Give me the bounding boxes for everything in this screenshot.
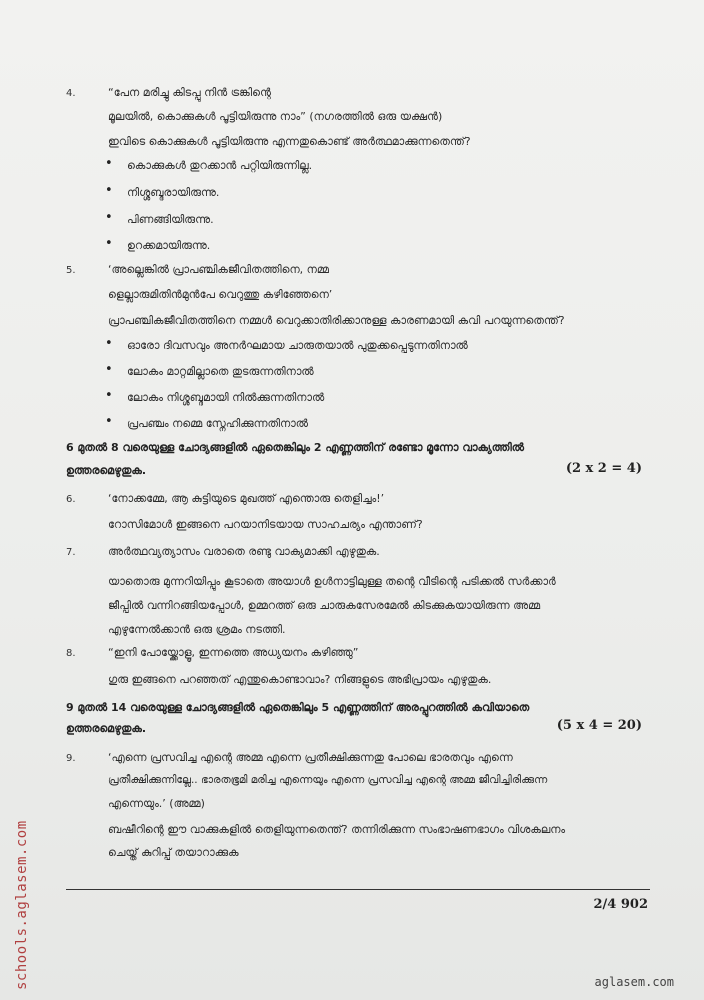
q4-question: ഇവിടെ കൊക്കുകൾ പൂട്ടിയിരുന്നു എന്നതുകൊണ്ട് അർത്ഥമാക്കുന്നതെന്ത്? xyxy=(108,135,471,148)
q5-question: പ്രാപഞ്ചികജീവിതത്തിനെ നമ്മൾ വെറുക്കാതിരിക്കാനുള്ള കാരണമായി കവി പറയുന്നതെന്ത്? xyxy=(108,314,565,327)
q9-question-line-2: ചെയ്ത് കുറിപ്പ് തയാറാക്കുക xyxy=(108,846,239,859)
footer-rule xyxy=(66,889,650,890)
q7-instruction: അർത്ഥവ്യത്യാസം വരാതെ രണ്ടു വാക്യമാക്കി എഴുതുക. xyxy=(108,545,380,558)
bullet-icon: • xyxy=(105,336,113,351)
side-watermark: schools.aglasem.com xyxy=(14,820,30,990)
q9-quote-line-2: പ്രതീക്ഷിക്കുന്നില്ലേ.. ഭാരതഭൂമി മരിച്ച എന്നെയും എന്നെ പ്രസവിച്ച എന്റെ അമ്മ ജീവിച്ചിരിക്കുന്ന xyxy=(108,774,548,786)
section-instruction-6-8-cont: ഉത്തരമെഴുതുക. xyxy=(66,464,147,477)
bottom-watermark: aglasem.com xyxy=(594,975,674,989)
q4-quote-line-2: മൂലയിൽ, കൊക്കുകൾ പൂട്ടിയിരുന്നു നാം” (നഗരത്തിൽ ഒരു യക്ഷൻ) xyxy=(108,110,443,123)
q6-question: റോസിമോൾ ഇങ്ങനെ പറയാനിടയായ സാഹചര്യം എന്താണ്? xyxy=(108,518,423,531)
bullet-icon: • xyxy=(105,183,113,198)
question-number-9: 9. xyxy=(66,753,76,764)
q5-option-1: ഓരോ ദിവസവും അനർഘമായ ചാരുതയാൽ പുതുക്കപ്പെടുന്നതിനാൽ xyxy=(127,339,468,352)
section-instruction-6-8: 6 മുതൽ 8 വരെയുള്ള ചോദ്യങ്ങളിൽ ഏതെങ്കിലും 2 എണ്ണത്തിന് രണ്ടോ മൂന്നോ വാക്യത്തിൽ xyxy=(66,441,525,454)
q5-quote-line-1: ‘അല്ലെങ്കിൽ പ്രാപഞ്ചികജീവിതത്തിനെ, നമ്മ xyxy=(108,263,329,276)
question-number-4: 4. xyxy=(66,88,76,99)
q7-passage-line-3: എഴുന്നേൽക്കാൻ ഒരു ശ്രമം നടത്തി. xyxy=(108,623,286,636)
q7-passage-line-1: യാതൊരു മുന്നറിയിപ്പും കൂടാതെ അയാൾ ഉൾനാട്ടിലുള്ള തന്റെ വീടിന്റെ പടിക്കൽ സർക്കാർ xyxy=(108,575,556,588)
q5-option-3: ലോകം നിശ്ശബ്ദമായി നിൽക്കുന്നതിനാൽ xyxy=(127,391,325,404)
q5-quote-line-2: ളെല്ലാരുമിതിൻമുൻപേ വെറുത്തു കഴിഞ്ഞേനെ’ xyxy=(108,288,333,301)
q4-option-2: നിശ്ശബ്ദരായിരുന്നു. xyxy=(127,186,220,199)
q7-passage-line-2: ജീപ്പിൽ വന്നിറങ്ങിയപ്പോൾ, ഉമ്മറത്ത് ഒരു ചാരുകസേരമേൽ കിടക്കുകയായിരുന്ന അമ്മ xyxy=(108,599,541,612)
q8-question: ഗുരു ഇങ്ങനെ പറഞ്ഞത് എന്തുകൊണ്ടാവാം? നിങ്ങളുടെ അഭിപ്രായം എഴുതുക. xyxy=(108,673,492,686)
question-number-5: 5. xyxy=(66,265,76,276)
bullet-icon: • xyxy=(105,414,113,429)
bullet-icon: • xyxy=(105,388,113,403)
q4-option-1: കൊക്കുകൾ തുറക്കാൻ പറ്റിയിരുന്നില്ല. xyxy=(127,159,313,172)
q9-quote-line-3: എന്നെയും.’ (അമ്മ) xyxy=(108,797,205,810)
section-marks-6-8: (2 x 2 = 4) xyxy=(565,461,642,476)
q6-quote: ‘നോക്കമ്മേ, ആ കുട്ടിയുടെ മുഖത്ത് എന്തൊരു തെളിച്ചം!’ xyxy=(108,492,385,505)
q8-quote: “ഇനി പോയ്ക്കോളൂ, ഇന്നത്തെ അധ്യയനം കഴിഞ്ഞു” xyxy=(108,646,359,659)
bullet-icon: • xyxy=(105,210,113,225)
bullet-icon: • xyxy=(105,362,113,377)
page-number: 2/4 902 xyxy=(593,897,648,912)
question-number-6: 6. xyxy=(66,494,76,505)
q9-quote-line-1: ‘എന്നെ പ്രസവിച്ച എന്റെ അമ്മ എന്നെ പ്രതീക്ഷിക്കുന്നതു പോലെ ഭാരതവും എന്നെ xyxy=(108,751,513,764)
q4-quote-line-1: “പേന മരിച്ചു കിടപ്പു നിൻ ട്രങ്കിന്റെ xyxy=(108,86,271,99)
section-marks-9-14: (5 x 4 = 20) xyxy=(556,718,642,733)
q4-option-3: പിണങ്ങിയിരുന്നു. xyxy=(127,213,214,226)
bullet-icon: • xyxy=(105,236,113,251)
bullet-icon: • xyxy=(105,156,113,171)
section-instruction-9-14: 9 മുതൽ 14 വരെയുള്ള ചോദ്യങ്ങളിൽ ഏതെങ്കിലും 5 എണ്ണത്തിന് അരപ്പുറത്തിൽ കവിയാതെ xyxy=(66,701,530,714)
section-instruction-9-14-cont: ഉത്തരമെഴുതുക. xyxy=(66,722,147,735)
q9-question-line-1: ബഷീറിന്റെ ഈ വാക്കുകളിൽ തെളിയുന്നതെന്ത്? തന്നിരിക്കുന്ന സംഭാഷണഭാഗം വിശകലനം xyxy=(108,823,566,836)
question-number-7: 7. xyxy=(66,547,76,558)
question-number-8: 8. xyxy=(66,648,76,659)
q5-option-4: പ്രപഞ്ചം നമ്മെ സ്നേഹിക്കുന്നതിനാൽ xyxy=(127,417,308,430)
q5-option-2: ലോകം മാറ്റമില്ലാതെ തുടരുന്നതിനാൽ xyxy=(127,365,314,378)
q4-option-4: ഉറക്കമായിരുന്നു. xyxy=(127,239,211,252)
